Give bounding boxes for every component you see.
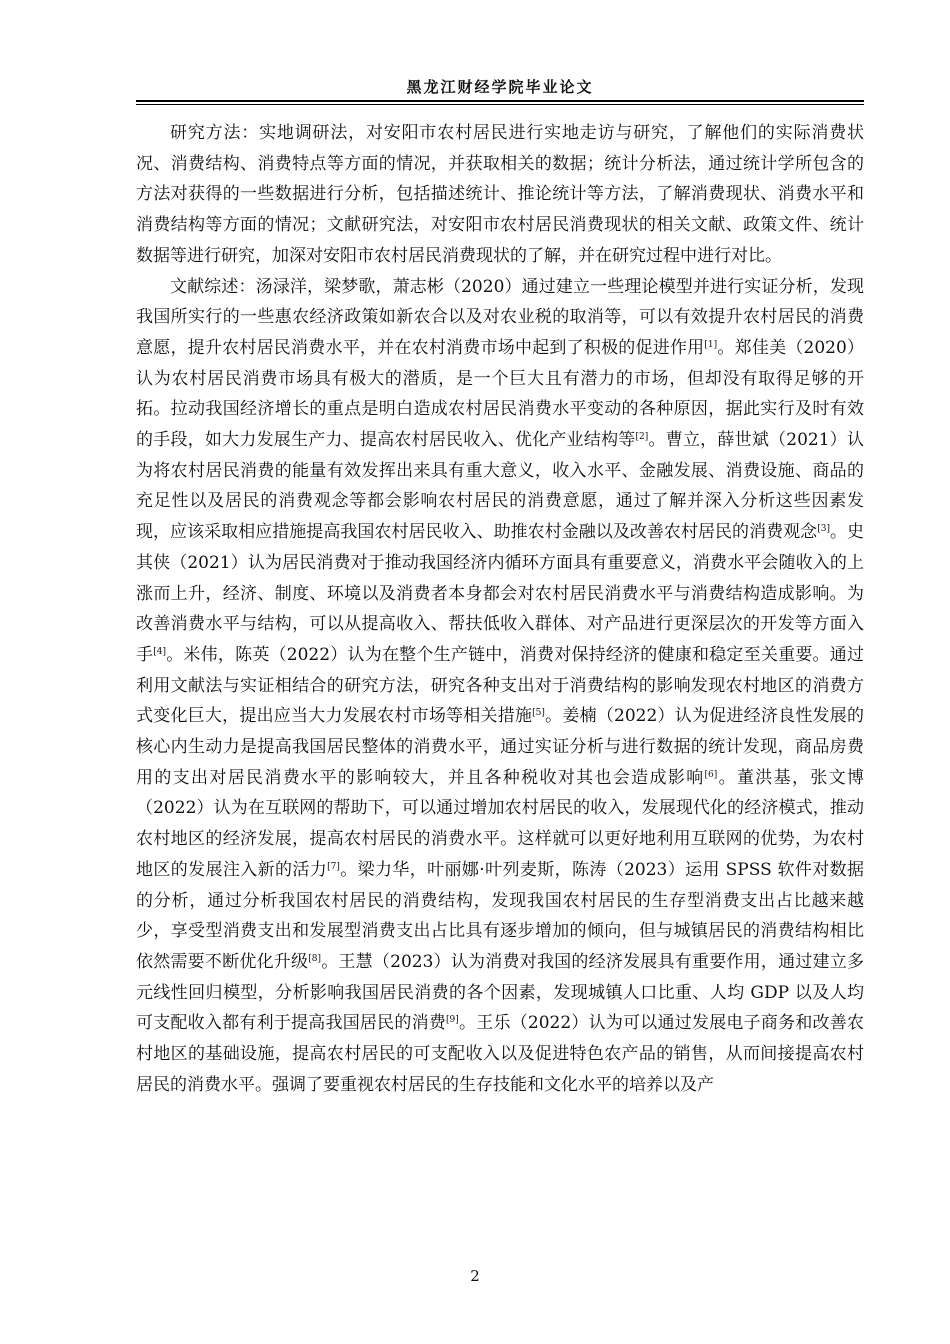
citation-ref: [1] — [704, 339, 718, 350]
citation-ref: [7] — [327, 861, 340, 872]
header-rule-thick — [136, 100, 864, 102]
citation-ref: [4] — [153, 646, 166, 657]
review-seg-3: 。曹立，薛世斌（2021）认为将农村居民消费的能量有效发挥出来具有重大意义，收入水平、金融发展、消费设施、商品的充足性以及居民的消费观念等都会影响农村居民的消费意愿，通过了解并深入分析这些因素发现，应该采取相应措施提高我国农村居民收入、助推农村金融以及改善农村居民的消费观念 — [136, 430, 864, 543]
review-label: 文献综述： — [170, 276, 256, 297]
review-seg-9: 。王慧（2023）认为消费对我国的经济发展具有重要作用，通过建立多元线性回归模型，分析影响我国居民消费的各个因素，发现城镇人口比重、人均 GDP 以及人均可支配收入都有利于提高我国居民的消费 — [136, 951, 865, 1034]
literature-review-paragraph — [136, 272, 864, 1101]
citation-ref: [9] — [446, 1015, 459, 1026]
methods-label: 研究方法： — [170, 123, 260, 143]
header-rule-thin — [136, 104, 864, 105]
methods-paragraph — [136, 118, 864, 272]
review-seg-1: 汤渌洋，梁梦歌，萧志彬（2020）通过建立一些理论模型并进行实证分析，发现我国所实行的一些惠农经济政策如新农合以及对农业税的取消等，可以有效提升农村居民的消费意愿，提升农村居民消费水平，并在农村消费市场中起到了积极的促进作用 — [136, 276, 864, 358]
citation-ref: [2] — [635, 432, 649, 443]
review-seg-2: 。郑佳美（2020）认为农村居民消费市场具有极大的潜质，是一个巨大且有潜力的市场，但却没有取得足够的开拓。拉动我国经济增长的重点是明白造成农村居民消费水平变动的各种原因，据此实行及时有效的手段，如大力发展生产力、提高农村居民收入、优化产业结构等 — [136, 337, 865, 451]
review-seg-7: 。董洪基，张文博（2022）认为在互联网的帮助下，可以通过增加农村居民的收入，发展现代化的经济模式，推动农村地区的经济发展，提高农村居民的消费水平。这样就可以更好地利用互联网的优势，为农村地区的发展注入新的活力 — [136, 767, 864, 880]
review-seg-10: 。王乐（2022）认为可以通过发展电子商务和改善农村地区的基础设施，提高农村居民的可支配收入以及促进特色农产品的销售，从而间接提高农村居民的消费水平。强调了要重视农村居民的生存技能和文化水平的培养以及产 — [136, 1013, 865, 1095]
running-header-title: 黑龙江财经学院毕业论文 — [406, 78, 594, 96]
review-seg-5: 。米伟，陈英（2022）认为在整个生产链中，消费对保持经济的健康和稳定至关重要。通过利用文献法与实证相结合的研究方法，研究各种支出对于消费结构的影响发现农村地区的消费方式变化巨大，提出应当大力发展农村市场等相关措施 — [136, 644, 865, 727]
citation-ref: [5] — [532, 708, 545, 719]
body-text — [136, 118, 864, 1101]
citation-ref: [3] — [817, 524, 830, 535]
review-seg-8: 。梁力华，叶丽娜·叶列麦斯，陈涛（2023）运用 SPSS 软件对数据的分析，通过分析我国农村居民的消费结构，发现我国农村居民的生存型消费支出占比越来越少，享受型消费支出和发展型消费支出占比具有逐步增加的倾向，但与城镇居民的消费结构相比依然需要不断优化升级 — [136, 859, 865, 972]
page-number: 2 — [470, 1267, 480, 1285]
review-seg-4: 。史其侠（2021）认为居民消费对于推动我国经济内循环方面具有重要意义，消费水平会随收入的上涨而上升，经济、制度、环境以及消费者本身都会对农村居民消费水平与消费结构造成影响。为改善消费水平与结构，可以从提高收入、帮扶低收入群体、对产品进行更深层次的开发等方面入手 — [136, 522, 865, 665]
citation-ref: [8] — [308, 953, 321, 964]
citation-ref: [6] — [704, 769, 718, 780]
methods-text: 实地调研法，对安阳市农村居民进行实地走访与研究，了解他们的实际消费状况、消费结构、消费特点等方面的情况，并获取相关的数据；统计分析法，通过统计学所包含的方法对获得的一些数据进行分析，包括描述统计、推论统计等方法，了解消费现状、消费水平和消费结构等方面的情况；文献研究法，对安阳市农村居民消费现状的相关文献、政策文件、统计数据等进行研究，加深对安阳市农村居民消费现状的了解，并在研究过程中进行对比。 — [136, 123, 865, 266]
review-seg-6: 。姜楠（2022）认为促进经济良性发展的核心内生动力是提高我国居民整体的消费水平，通过实证分析与进行数据的统计发现，商品房费用的支出对居民消费水平的影响较大，并且各种税收对其也会造成影响 — [136, 706, 865, 788]
